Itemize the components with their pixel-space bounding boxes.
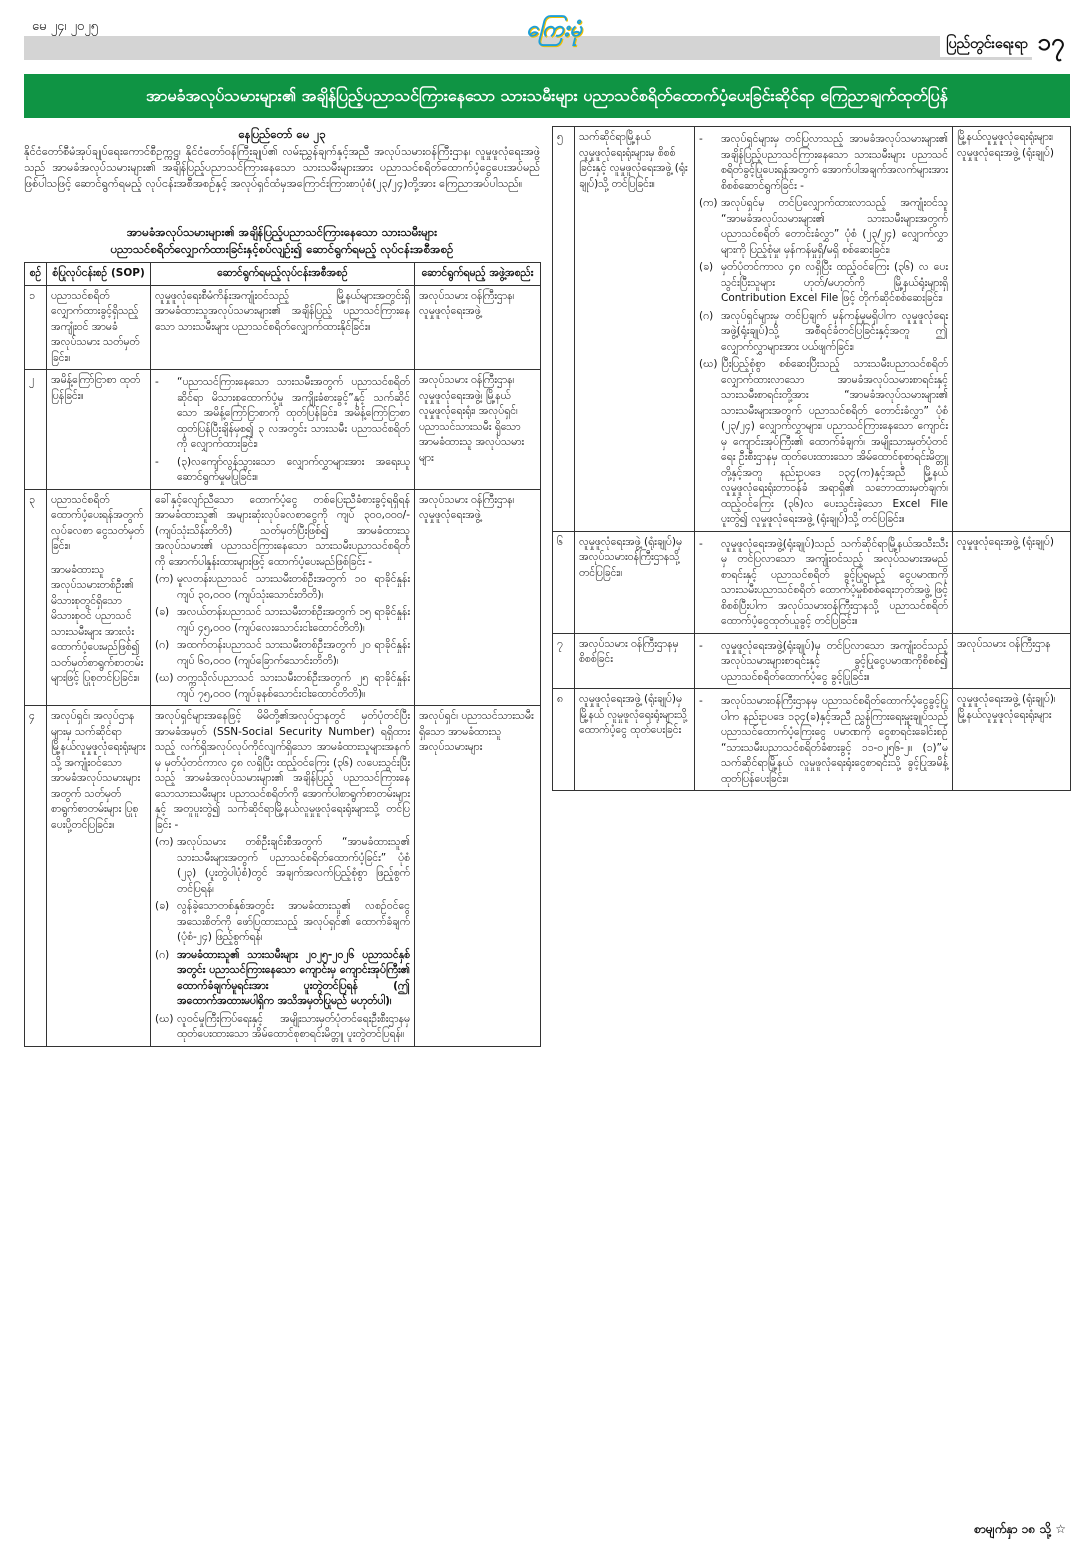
- dateline: နေပြည်တော် မေ ၂၃: [238, 127, 326, 141]
- row-number: ၂: [25, 370, 47, 490]
- row-responsible: လူမှုဖူလုံရေးအဖွဲ့ (ရုံးချုပ်): [953, 531, 1071, 633]
- row-number: ၆: [553, 531, 575, 633]
- col-header-responsible: ဆောင်ရွက်ရမည့် အဖွဲ့အစည်း: [415, 263, 541, 286]
- table-row: [25, 370, 541, 490]
- row-number: ၅: [553, 127, 575, 532]
- list-item: (ဂ) အလုပ်ရှင်များမှ တင်ပြချက် မှန်ကန်မှုမရှိပါက လူမှုဖူလုံရေးအဖွဲ့(ရုံးချုပ်)သို့ အစီရင်ခံတင်ပြခြင်းနှင့်အတူ ဤလျှောက်လွှာများအား ပယ်ဖျက်ခြင်း၊: [699, 309, 948, 353]
- row-number: ၃: [25, 489, 47, 706]
- sop-table-right: [552, 126, 1071, 791]
- row-number: ၄: [25, 706, 47, 1047]
- table-heading: [24, 224, 540, 258]
- row-action: - အလုပ်သမားဝန်ကြီးဌာနမှ ပညာသင်စရိတ်ထောက်ပံ့ငွေခွင့်ပြုပါက နည်းဥပဒေ ၁၃၄(ခ)နှင့်အညီ ညွှန်ကြားရေးမှူးချုပ်သည် ပညာသင်ထောက်ပံ့ကြေးငွေ ပမာဏကို ငွေစာရင်းခေါင်းစဉ် “သားသမီးပညာသင်စရိတ်ခံစားခွင့် ၁၁-၀၂၅၆-၂။ (၁)”မှ သက်ဆိုင်ရာမြို့နယ် လူမှုဖူလုံရေးရုံးငွေစာရင်းသို့ ခွင့်ပြုအမိန့် ထုတ်ပြန်ပေးခြင်း။: [695, 689, 953, 791]
- col-header-action: ဆောင်ရွက်ရမည့်လုပ်ငန်းအစီအစဉ်: [151, 263, 415, 286]
- right-column: [552, 126, 1070, 791]
- page-number: ၁၇: [1032, 24, 1070, 60]
- star-icon: ☆: [1055, 1522, 1066, 1536]
- col-header-no: စဉ်: [25, 263, 47, 286]
- list-item: (က) အလုပ်သမား တစ်ဦးချင်းစီအတွက် “အာမခံထားသူ၏ သားသမီးများအတွက် ပညာသင်စရိတ်ထောက်ပံ့ခြင်း” ပုံစံ (၂၃) (ပူးတွဲပါပုံစံ)တွင် အချက်အလက်ပြည့်စုံစွာ ဖြည့်စွက်တင်ပြရန်၊: [155, 836, 410, 895]
- row-number: ၁: [25, 285, 47, 370]
- row-sop: ပညာသင်စရိတ် ထောက်ပံ့ပေးရန်အတွက် လုပ်ခလစာ ငွေသတ်မှတ်ခြင်း။ အာမခံထားသူ အလုပ်သမားတစ်ဦး၏ မိသားစုတွင်ရှိသော မိသားစုဝင် ပညာသင်သားသမီးများ အားလုံး ထောက်ပံ့ပေးမည်ဖြစ်၍ သတ်မှတ်စာရွက်စာတမ်းများဖြင့် ပြုစုတင်ပြခြင်း။: [47, 489, 151, 706]
- headline-banner: အာမခံအလုပ်သမားများ၏ အချိန်ပြည့်ပညာသင်ကြားနေသော သားသမီးများ ပညာသင်စရိတ်ထောက်ပံ့ပေးခြင်းဆိုင်ရာ ကြေညာချက်ထုတ်ပြန်: [24, 74, 1070, 118]
- list-item: (ခ) လွန်ခဲ့သောတစ်နှစ်အတွင်း အာမခံထားသူ၏ လစဉ်ဝင်ငွေအသေးစိတ်ကို ဖော်ပြထားသည့် အလုပ်ရှင်၏ ထောက်ခံချက် (ပုံစံ-၂၄) ဖြည့်စွက်ရန်၊: [155, 900, 410, 943]
- col-header-sop: စံပြုလုပ်ငန်းစဉ် (SOP): [47, 263, 151, 286]
- row-responsible: အလုပ်သမား ဝန်ကြီးဌာန၊ လူမှုဖူလုံရေးအဖွဲ့: [415, 489, 541, 706]
- list-item: (ဂ) အာမခံထားသူ၏ သားသမီးများ ၂၀၂၅-၂၀၂၆ ပညာသင်နှစ်အတွင်း ပညာသင်ကြားနေသော ကျောင်းမှ ကျောင်းအုပ်ကြီး၏ ထောက်ခံချက်မူရင်းအား ပူးတွဲတင်ပြရန် (ဤအထောက်အထားမပါရှိက အသိအမှတ်ပြုမည် မဟုတ်ပါ)၊: [155, 948, 410, 1007]
- row-action: [151, 370, 415, 490]
- row-responsible: လူမှုဖူလုံရေးအဖွဲ့ (ရုံးချုပ်)၊ မြို့နယ်လူမှုဖူလုံရေးရုံးများ: [953, 689, 1071, 791]
- table-row: [553, 689, 1071, 791]
- row-sop: အလုပ်ရှင်၊ အလုပ်ဌာနများမှ သက်ဆိုင်ရာ မြို့နယ်လူမှုဖူလုံရေးရုံးများသို့ အကျုံးဝင်သော အာမခံအလုပ်သမားများ အတွက် သတ်မှတ် စာရွက်စာတမ်းများ ပြုစုပေးပို့တင်ပြခြင်း။: [47, 706, 151, 1047]
- row-responsible: အလုပ်သမား ဝန်ကြီးဌာန၊ လူမှုဖူလုံရေးအဖွဲ့: [415, 285, 541, 370]
- table-row: [25, 489, 541, 706]
- table-heading-line-1: အာမခံအလုပ်သမားများ၏ အချိန်ပြည့်ပညာသင်ကြားနေသော သားသမီးများ: [126, 225, 438, 239]
- row-action: - လူမှုဖူလုံရေးအဖွဲ့(ရုံးချုပ်)မှ တင်ပြလာသော အကျုံးဝင်သည့် အလုပ်သမားများစာရင်းနှင့် ခွင့်ပြုငွေပမာဏကိုစိစစ်၍ ပညာသင်စရိတ်ထောက်ပံ့ငွေ ခွင့်ပြုခြင်း။: [695, 633, 953, 689]
- table-heading-line-2: ပညာသင်စရိတ်လျှောက်ထားခြင်းနှင့်စပ်လျဉ်း၍ ဆောင်ရွက်ရမည့် လုပ်ငန်းအစီအစဉ်: [110, 242, 454, 256]
- table-row: [25, 706, 541, 1047]
- table-row: [553, 633, 1071, 689]
- continued-note: စာမျက်နှာ ၁၈ သို့ ☆: [974, 1522, 1066, 1536]
- list-item: (က) မူလတန်းပညာသင် သားသမီးတစ်ဦးအတွက် ၁၀ ရာခိုင်နှုန်းကျပ် ၃၀,၀၀၀ (ကျပ်သုံးသောင်းတိတိ)၊: [155, 573, 410, 601]
- row-number: ၇: [553, 633, 575, 689]
- issue-date: မေ ၂၄၊ ၂၀၂၅: [32, 19, 98, 34]
- row-sop: အလုပ်သမား ဝန်ကြီးဌာနမှ စိစစ်ခြင်း: [575, 633, 695, 689]
- row-responsible: အလုပ်သမား ဝန်ကြီးဌာန၊ လူမှုဖူလုံရေးအဖွဲ့၊ မြို့နယ်လူမှုဖူလုံရေးရုံး၊ အလုပ်ရှင်၊ ပညာသင်သားသမီး ရှိသော အာမခံထားသူ အလုပ်သမားများ: [415, 370, 541, 490]
- list-item: (ဃ) တက္ကသိုလ်ပညာသင် သားသမီးတစ်ဦးအတွက် ၂၅ ရာခိုင်နှုန်း ကျပ် ၇၅,၀၀၀ (ကျပ်ခုနစ်သောင်းငါးထောင်တိတိ)။: [155, 672, 410, 700]
- left-column: [24, 126, 540, 1047]
- table-row: [553, 531, 1071, 633]
- table-header-row: [25, 263, 541, 286]
- list-item: (ဂ) အထက်တန်းပညာသင် သားသမီးတစ်ဦးအတွက် ၂၀ ရာခိုင်နှုန်းကျပ် ၆၀,၀၀၀ (ကျပ်ခြောက်သောင်းတိတိ)၊: [155, 639, 410, 667]
- table-row: [25, 285, 541, 370]
- list-item: (ခ) အလယ်တန်းပညာသင် သားသမီးတစ်ဦးအတွက် ၁၅ ရာခိုင်နှုန်းကျပ် ၄၅,၀၀၀ (ကျပ်လေးသောင်းငါးထောင်တိတိ)၊: [155, 606, 410, 634]
- list-item: (ခ) မှတ်ပုံတင်ကာလ ၄၈ လရှိပြီး ထည့်ဝင်ကြေး (၃၆) လ ပေးသွင်းပြီးသူများ ဟုတ်/မဟုတ်ကို မြို့နယ်ရုံးများရှိ Contribution Excel File ဖြင့် တိုက်ဆိုင်စစ်ဆေးခြင်း၊: [699, 261, 948, 304]
- row-number: ၈: [553, 689, 575, 791]
- row-action: - လူမှုဖူလုံရေးအဖွဲ့(ရုံးချုပ်)သည် သက်ဆိုင်ရာမြို့နယ်အသီးသီးမှ တင်ပြလာသော အကျုံးဝင်သည့် အလုပ်သမားအမည်စာရင်းနှင့် ပညာသင်စရိတ် ခွင့်ပြုရမည့် ငွေပမာဏကို သားသမီးပညာသင်စရိတ် ထောက်ပံ့မှုစိစစ်ရေးဘုတ်အဖွဲ့ ဖြင့် စိစစ်ပြီးပါက အလုပ်သမားဝန်ကြီးဌာနသို့ ပညာသင်စရိတ် ထောက်ပံ့ငွေထုတ်ယူခွင့် တင်ပြခြင်း။: [695, 531, 953, 633]
- row-sop: အမိန့်ကြော်ငြာစာ ထုတ်ပြန်ခြင်း။: [47, 370, 151, 490]
- row-action: လူမှုဖူလုံရေးစီမံကိန်းအကျုံးဝင်သည့် မြို့နယ်များအတွင်းရှိ အာမခံထားသူအလုပ်သမားများ၏ အချိန်ပြည့် ပညာသင်ကြားနေသော သားသမီးများ ပညာသင်စရိတ်လျှောက်ထားနိုင်ခြင်း။: [151, 285, 415, 370]
- row-sop: ပညာသင်စရိတ် လျှောက်ထားခွင့်ရှိသည့် အကျုံးဝင် အာမခံအလုပ်သမား သတ်မှတ်ခြင်း။: [47, 285, 151, 370]
- list-item: - (၃)လကျော်လွန်သွားသော လျှောက်လွှာများအား အရေးယူဆောင်ရွက်မှုမပြုခြင်း။: [155, 455, 410, 483]
- newspaper-logo: ကြေးမုံ: [526, 17, 582, 42]
- row-responsible: မြို့နယ်လူမှုဖူလုံရေးရုံးများ၊ လူမှုဖူလုံရေးအဖွဲ့ (ရုံးချုပ်): [953, 127, 1071, 532]
- row-responsible: အလုပ်ရှင်၊ ပညာသင်သားသမီးရှိသော အာမခံထားသူ အလုပ်သမားများ: [415, 706, 541, 1047]
- sop-table-left: [24, 262, 541, 1047]
- row-sop: လူမှုဖူလုံရေးအဖွဲ့ (ရုံးချုပ်)မှ အလုပ်သမားဝန်ကြီးဌာနသို့ တင်ပြခြင်း။: [575, 531, 695, 633]
- row-action: ခေါ်နှင့်လျော်ညီသော ထောက်ပံ့ငွေ တစ်ပြေးညီခံစားခွင့်ရရှိရန် အာမခံထားသူ၏ အများဆုံးလုပ်ခလစာငွေကို ကျပ် ၃၀၀,၀၀၀/- (ကျပ်သုံးသိန်းတိတိ) သတ်မှတ်ပြီးဖြစ်၍ အာမခံထားသူအလုပ်သမား၏ ပညာသင်ကြားနေသော သားသမီးပညာသင်စရိတ်ကို အောက်ပါနှုန်းထားများဖြင့် ထောက်ပံ့ပေးမည်ဖြစ်ခြင်း - (က) မူလတန်းပညာသင် သားသမီးတစ်ဦးအတွက် ၁၀ ရာခိုင်နှုန်းကျပ် ၃၀,၀၀၀ (ကျပ်သုံးသောင်းတိတိ)၊ (ခ) အလယ်တန်းပညာသင် သားသမီးတစ်ဦးအတွက် ၁၅ ရာခိုင်နှုန်းကျပ် ၄၅,၀၀၀ (ကျပ်လေးသောင်းငါးထောင်တိတိ)၊ (ဂ) အထက်တန်းပညာသင် သားသမီးတစ်ဦးအတွက် ၂၀ ရာခိုင်နှုန်းကျပ် ၆၀,၀၀၀ (ကျပ်ခြောက်သောင်းတိတိ)၊ (ဃ) တက္ကသိုလ်ပညာသင် သားသမီးတစ်ဦးအတွက် ၂၅ ရာခိုင်နှုန်း ကျပ် ၇၅,၀၀၀ (ကျပ်ခုနစ်သောင်းငါးထောင်တိတိ)။: [151, 489, 415, 706]
- row-action: - အလုပ်ရှင်များမှ တင်ပြလာသည့် အာမခံအလုပ်သမားများ၏ အချိန်ပြည့်ပညာသင်ကြားနေသော သားသမီးများ ပညာသင်စရိတ်ခွင့်ပြုပေးရန်အတွက် အောက်ပါအချက်အလက်များအား စိစစ်ဆောင်ရွက်ခြင်း - (က) အလုပ်ရှင်မှ တင်ပြလျှောက်ထားလာသည့် အကျုံးဝင်သူ “အာမခံအလုပ်သမားများ၏ သားသမီးများအတွက် ပညာသင်စရိတ် တောင်းခံလွှာ” ပုံစံ (၂၃/၂၄) လျှောက်လွှာများကို ပြည့်စုံမှု၊ မှန်ကန်မှုရှိ/မရှိ စစ်ဆေးခြင်း၊ (ခ) မှတ်ပုံတင်ကာလ ၄၈ လရှိပြီး ထည့်ဝင်ကြေး (၃၆) လ ပေးသွင်းပြီးသူများ ဟုတ်/မဟုတ်ကို မြို့နယ်ရုံးများရှိ Contribution Excel File ဖြင့် တိုက်ဆိုင်စစ်ဆေးခြင်း၊ (ဂ) အလုပ်ရှင်များမှ တင်ပြချက် မှန်ကန်မှုမရှိပါက လူမှုဖူလုံရေးအဖွဲ့(ရုံးချုပ်)သို့ အစီရင်ခံတင်ပြခြင်းနှင့်အတူ ဤလျှောက်လွှာများအား ပယ်ဖျက်ခြင်း၊ (ဃ) ပြီးပြည့်စုံစွာ စစ်ဆေးပြီးသည့် သားသမီးပညာသင်စရိတ် လျှောက်ထားလာသော အာမခံအလုပ်သမားစာရင်းနှင့် သားသမီးစာရင်းတို့အား “အာမခံအလုပ်သမားများ၏ သားသမီးများအတွက် ပညာသင်စရိတ် တောင်းခံလွှာ” ပုံစံ (၂၃/၂၄) လျှောက်လွှာများ၊ ပညာသင်ကြားနေသော ကျောင်းမှ ကျောင်းအုပ်ကြီး၏ ထောက်ခံချက်၊ အမျိုးသားမှတ်ပုံတင်ရေး ဦးစီးဌာနမှ ထုတ်ပေးထားသော အိမ်ထောင်စုစာရင်းမိတ္တူတို့နှင့်အတူ နည်းဥပဒေ ၁၃၄(က)နှင့်အညီ မြို့နယ်လူမှုဖူလုံရေးရုံးတာဝန်ခံ အရာရှိ၏ သဘောထားမှတ်ချက်၊ ထည့်ဝင်ကြေး (၃၆)လ ပေးသွင်းခဲ့သော Excel File ပူးတွဲ၍ လူမှုဖူလုံရေးအဖွဲ့ (ရုံးချုပ်)သို့ တင်ပြခြင်း။: [695, 127, 953, 532]
- intro-paragraph: နိုင်ငံတော်စီမံအုပ်ချုပ်ရေးကောင်စီဥက္ကဋ္ဌ၊ နိုင်ငံတော်ဝန်ကြီးချုပ်၏ လမ်းညွှန်ချက်နှင့်အညီ အလုပ်သမားဝန်ကြီးဌာန၊ လူမှုဖူလုံရေးအဖွဲ့သည် အာမခံအလုပ်သမားများ၏ အချိန်ပြည့်ပညာသင်ကြားနေသော သားသမီးများအား ပညာသင်စရိတ်ထောက်ပံ့ငွေပေးအပ်မည်ဖြစ်ပါသဖြင့် ဆောင်ရွက်ရမည့် လုပ်ငန်းအစီအစဉ်နှင့် အလုပ်ရှင်ထံမှအကြောင်းကြားစာပုံစံ(၂၃/၂၄)တို့အား ကြေညာအပ်ပါသည်။: [24, 145, 540, 190]
- row-sop: လူမှုဖူလုံရေးအဖွဲ့ (ရုံးချုပ်)မှ မြို့နယ် လူမှုဖူလုံရေးရုံးများသို့ ထောက်ပံ့ငွေ ထုတ်ပေးခြင်း: [575, 689, 695, 791]
- row-sop: သက်ဆိုင်ရာမြို့နယ် လူမှုဖူလုံရေးရုံးများမှ စိစစ်ခြင်းနှင့် လူမှုဖူလုံရေးအဖွဲ့ (ရုံးချုပ်)သို့ တင်ပြခြင်း။: [575, 127, 695, 532]
- list-item: (က) အလုပ်ရှင်မှ တင်ပြလျှောက်ထားလာသည့် အကျုံးဝင်သူ “အာမခံအလုပ်သမားများ၏ သားသမီးများအတွက် ပညာသင်စရိတ် တောင်းခံလွှာ” ပုံစံ (၂၃/၂၄) လျှောက်လွှာများကို ပြည့်စုံမှု၊ မှန်ကန်မှုရှိ/မရှိ စစ်ဆေးခြင်း၊: [699, 197, 948, 256]
- section-label: ပြည်တွင်းရေးရာ: [940, 32, 1034, 57]
- list-item: - “ပညာသင်ကြားနေသော သားသမီးအတွက် ပညာသင်စရိတ်ဆိုင်ရာ မိသားစုထောက်ပံ့မှု အကျိုးခံစားခွင့်”နှင့် သက်ဆိုင်သော အမိန့်ကြော်ငြာစာကို ထုတ်ပြန်ခြင်း၊ အမိန့်ကြော်ငြာစာ ထုတ်ပြန်ပြီးချိန်မှစ၍ ၃ လအတွင်း သားသမီး ပညာသင်စရိတ်ကို လျှောက်ထားခြင်း၊: [155, 376, 410, 450]
- table-row: [553, 127, 1071, 532]
- list-item: (ဃ) လူဝင်မှုကြီးကြပ်ရေးနှင့် အမျိုးသားမှတ်ပုံတင်ရေးဦးစီးဌာနမှ ထုတ်ပေးထားသော အိမ်ထောင်စုစာရင်းမိတ္တူ ပူးတွဲတင်ပြရန်။: [155, 1012, 410, 1040]
- row-action: အလုပ်ရှင်များအနေဖြင့် မိမိတို့၏အလုပ်ဌာနတွင် မှတ်ပုံတင်ပြီး အာမခံအမှတ် (SSN-Social Security Number) ရရှိထားသည့် လက်ရှိအလုပ်လုပ်ကိုင်လျက်ရှိသော အာမခံထားသူများအနက်မှ မှတ်ပုံတင်ကာလ ၄၈ လရှိပြီး ထည့်ဝင်ကြေး (၃၆) လပေးသွင်းပြီးသည့် အာမခံအလုပ်သမားများ၏ အချိန်ပြည့် ပညာသင်ကြားနေသောသားသမီးများ ပညာသင်စရိတ်ကို အောက်ပါစာရွက်စာတမ်းများနှင့် အတူပူးတွဲ၍ သက်ဆိုင်ရာမြို့နယ်လူမှုဖူလုံရေးရုံးများသို့ တင်ပြခြင်း - (က) အလုပ်သမား တစ်ဦးချင်းစီအတွက် “အာမခံထားသူ၏ သားသမီးများအတွက် ပညာသင်စရိတ်ထောက်ပံ့ခြင်း” ပုံစံ (၂၃) (ပူးတွဲပါပုံစံ)တွင် အချက်အလက်ပြည့်စုံစွာ ဖြည့်စွက်တင်ပြရန်၊ (ခ) လွန်ခဲ့သောတစ်နှစ်အတွင်း အာမခံထားသူ၏ လစဉ်ဝင်ငွေအသေးစိတ်ကို ဖော်ပြထားသည့် အလုပ်ရှင်၏ ထောက်ခံချက် (ပုံစံ-၂၄) ဖြည့်စွက်ရန်၊ (ဂ) အာမခံထားသူ၏ သားသမီးများ ၂၀၂၅-၂၀၂၆ ပညာသင်နှစ်အတွင်း ပညာသင်ကြားနေသော ကျောင်းမှ ကျောင်းအုပ်ကြီး၏ ထောက်ခံချက်မူရင်းအား ပူးတွဲတင်ပြရန် (ဤအထောက်အထားမပါရှိက အသိအမှတ်ပြုမည် မဟုတ်ပါ)၊ (ဃ) လူဝင်မှုကြီးကြပ်ရေးနှင့် အမျိုးသားမှတ်ပုံတင်ရေးဦးစီးဌာနမှ ထုတ်ပေးထားသော အိမ်ထောင်စုစာရင်းမိတ္တူ ပူးတွဲတင်ပြရန်။: [151, 706, 415, 1047]
- page-header: [24, 10, 1070, 60]
- list-item: (ဃ) ပြီးပြည့်စုံစွာ စစ်ဆေးပြီးသည့် သားသမီးပညာသင်စရိတ် လျှောက်ထားလာသော အာမခံအလုပ်သမားစာရင်းနှင့် သားသမီးစာရင်းတို့အား “အာမခံအလုပ်သမားများ၏ သားသမီးများအတွက် ပညာသင်စရိတ် တောင်းခံလွှာ” ပုံစံ (၂၃/၂၄) လျှောက်လွှာများ၊ ပညာသင်ကြားနေသော ကျောင်းမှ ကျောင်းအုပ်ကြီး၏ ထောက်ခံချက်၊ အမျိုးသားမှတ်ပုံတင်ရေး ဦးစီးဌာနမှ ထုတ်ပေးထားသော အိမ်ထောင်စုစာရင်းမိတ္တူတို့နှင့်အတူ နည်းဥပဒေ ၁၃၄(က)နှင့်အညီ မြို့နယ်လူမှုဖူလုံရေးရုံးတာဝန်ခံ အရာရှိ၏ သဘောထားမှတ်ချက်၊ ထည့်ဝင်ကြေး (၃၆)လ ပေးသွင်းခဲ့သော Excel File ပူးတွဲ၍ လူမှုဖူလုံရေးအဖွဲ့ (ရုံးချုပ်)သို့ တင်ပြခြင်း။: [699, 358, 948, 525]
- row-responsible: အလုပ်သမား ဝန်ကြီးဌာန: [953, 633, 1071, 689]
